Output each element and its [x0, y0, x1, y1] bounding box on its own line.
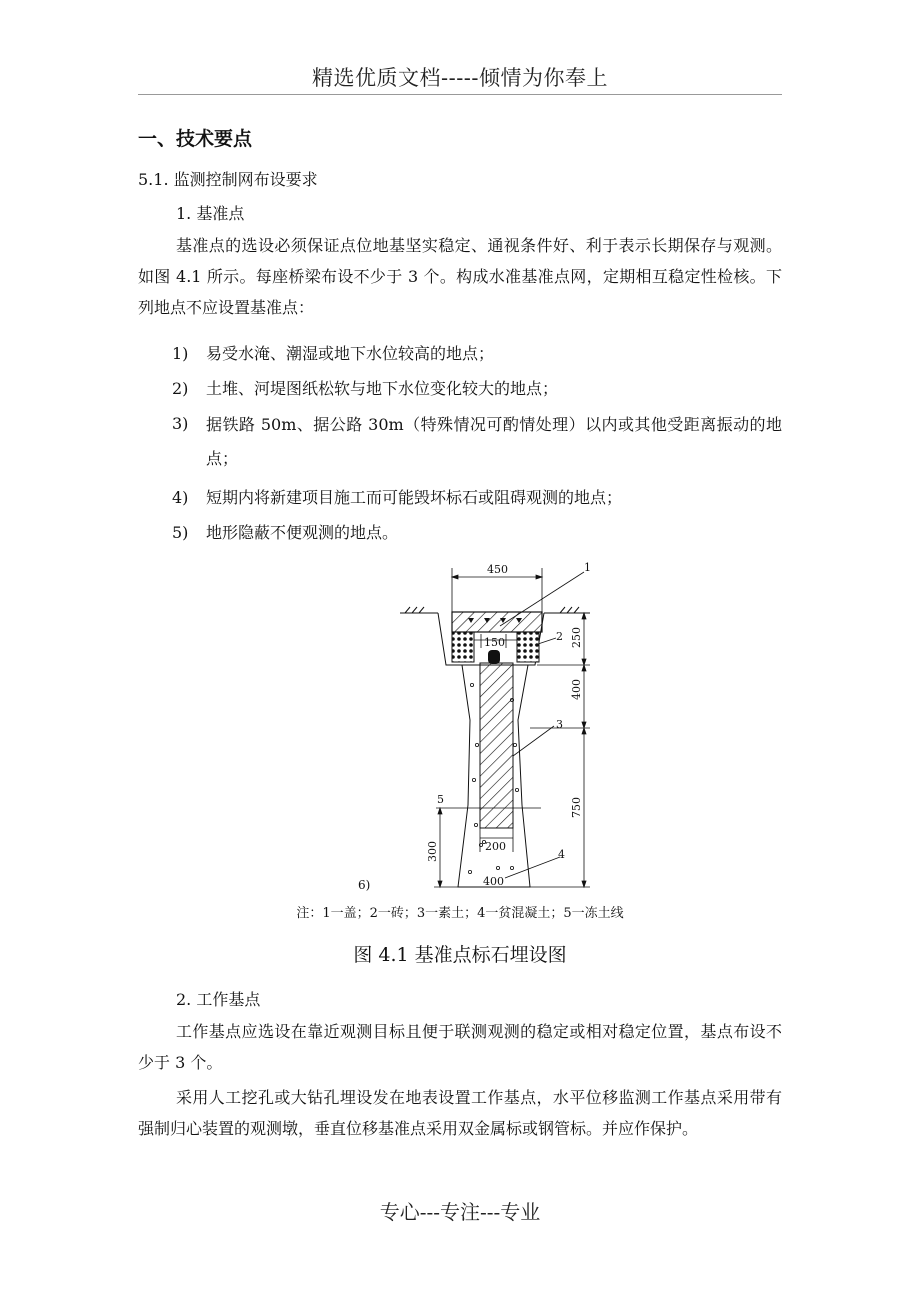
- label-1: 1: [584, 561, 591, 574]
- subsection-title: 5.1. 监测控制网布设要求: [138, 170, 318, 189]
- list-item-text: 据铁路 50m、据公路 30m（特殊情况可酌情处理）以内或其他受距离振动的地点；: [206, 415, 782, 468]
- list-item-text: 短期内将新建项目施工而可能毁坏标石或阻碍观测的地点；: [206, 488, 623, 507]
- list-item-number: 5): [172, 523, 189, 542]
- figure-caption: 图 4.1 基准点标石埋设图: [353, 944, 567, 966]
- dim-lower-height-label: 750: [570, 797, 583, 818]
- dim-cap-height-label: 250: [570, 627, 583, 648]
- label-5: 5: [437, 793, 444, 806]
- working-point-item-title: 2. 工作基点: [176, 990, 261, 1009]
- list-item-text: 易受水淹、潮湿或地下水位较高的地点；: [206, 344, 495, 363]
- benchmark-item-title: 1. 基准点: [176, 204, 245, 223]
- dim-top-width-label: 450: [487, 563, 508, 576]
- label-4: 4: [558, 848, 565, 861]
- label-2: 2: [556, 630, 563, 643]
- page-footer: 专心---专注---专业: [379, 1200, 541, 1224]
- working-point-para-2: 采用人工挖孔或大钻孔埋设发在地表设置工作基点，水平位移监测工作基点采用带有强制归心装置的观测墩，垂直位移基准点采用双金属标或钢管标。并应作保护。: [138, 1088, 782, 1138]
- list-item-number: 1): [172, 344, 189, 363]
- label-3: 3: [556, 718, 563, 731]
- list-item-number: 3): [172, 414, 189, 433]
- benchmark-intro: 基准点的选设必须保证点位地基坚实稳定、通视条件好、利于表示长期保存与观测。如图 4.1 所示。每座桥梁布设不少于 3 个。构成水准基准点网，定期相互稳定性检核。下列地点不应设置基准点：: [138, 236, 782, 317]
- dim-inner-width-label: 150: [484, 636, 505, 649]
- soil-core: [480, 663, 513, 828]
- dim-core-width-label: 200: [485, 840, 506, 853]
- figure-note: 注：1一盖；2一砖；3一素土；4一贫混凝土；5一冻土线: [296, 906, 624, 921]
- list-item-number: 4): [172, 488, 189, 507]
- section-heading: 一、技术要点: [138, 128, 253, 150]
- marker-head: [488, 650, 500, 664]
- dim-base-width-label: 400: [483, 875, 504, 888]
- list-item-number: 2): [172, 379, 189, 398]
- list-item-text: 土堆、河堤图纸松软与地下水位变化较大的地点；: [206, 379, 559, 398]
- cover-slab: [452, 612, 542, 632]
- working-point-para-1: 工作基点应选设在靠近观测目标且便于联测观测的稳定或相对稳定位置，基点布设不少于 3 个。: [138, 1022, 782, 1072]
- list-item-text: 地形隐蔽不便观测的地点。: [206, 523, 399, 542]
- dim-frost-height-label: 300: [426, 841, 439, 862]
- dim-mid-height-label: 400: [570, 679, 583, 700]
- brick-right: [517, 632, 539, 662]
- brick-left: [452, 632, 474, 662]
- header-divider: [138, 94, 782, 95]
- benchmark-stone-diagram: [340, 556, 620, 896]
- page-header-title: 精选优质文档-----倾情为你奉上: [312, 66, 608, 90]
- label-6: 6): [358, 878, 371, 892]
